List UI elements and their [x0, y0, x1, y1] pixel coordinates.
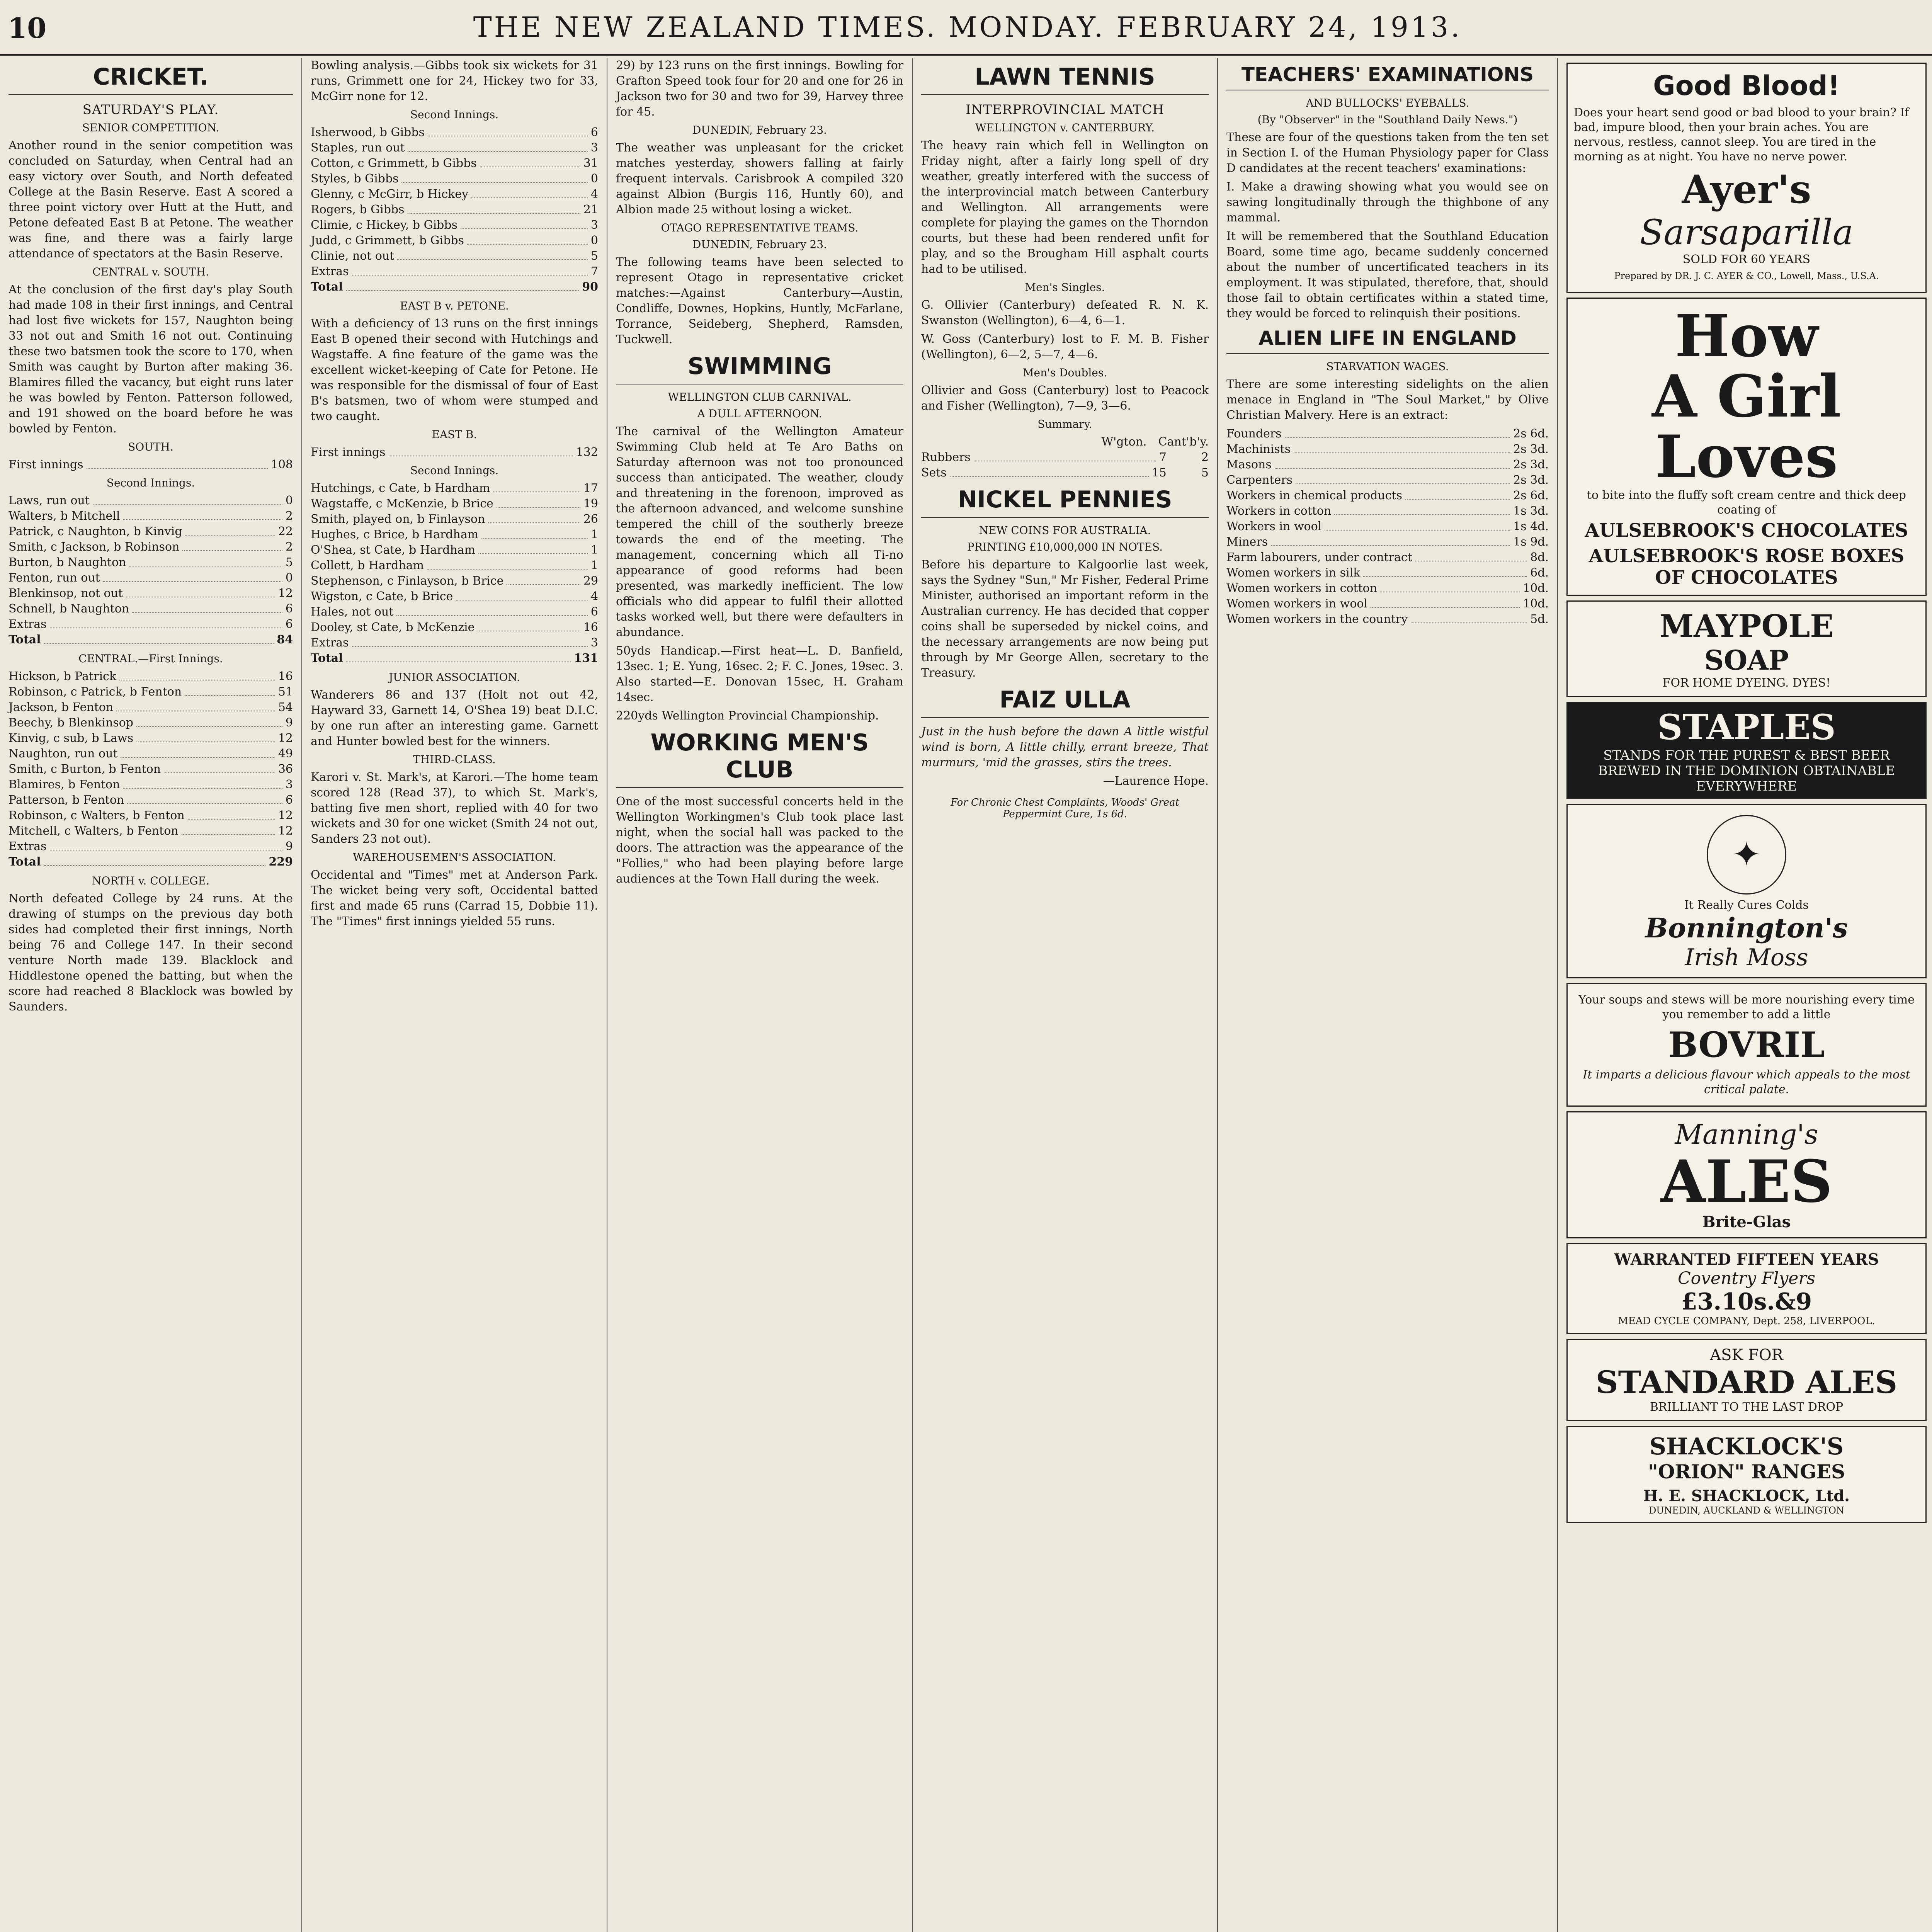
score-row: Blamires, b Fenton 3 — [9, 778, 293, 791]
score-row: Collett, b Hardham 1 — [311, 559, 598, 572]
wage-row: Women workers in cotton 10d. — [1226, 582, 1549, 595]
ad-price: £3.10s.&9 — [1681, 1288, 1812, 1315]
score-row: Extras 9 — [9, 840, 293, 853]
column-cricket — [0, 58, 301, 1932]
article-paragraph: North defeated College by 24 runs. At the drawing of stumps on the previous day both sides had completed their first innings, North being 76 and College 147. In their second venture North made 139. Blacklock and Hiddlestone opened the batting, but when the score had reached 8 Blacklock was bowled by Saunders. — [9, 892, 293, 1014]
ad-brand: AULSEBROOK'S CHOCOLATES — [1585, 520, 1908, 541]
wage-row: Farm labourers, under contract 8d. — [1226, 551, 1549, 564]
ad-brand: BOVRIL — [1668, 1024, 1825, 1065]
score-row: O'Shea, st Cate, b Hardham 1 — [311, 543, 598, 557]
summary-row: Rubbers 7 2 — [921, 451, 1209, 464]
total-row: Total 90 — [311, 280, 598, 294]
score-row: Schnell, b Naughton 6 — [9, 602, 293, 616]
ad-aulsebrooks — [1566, 298, 1927, 596]
score-row: Robinson, c Walters, b Fenton 12 — [9, 809, 293, 822]
score-row: Mitchell, c Walters, b Fenton 12 — [9, 824, 293, 838]
ad-bonningtons — [1566, 804, 1927, 978]
wage-row: Women workers in wool 10d. — [1226, 597, 1549, 611]
summary-row: Sets 15 5 — [921, 466, 1209, 480]
ad-subtitle: Brite-Glas — [1702, 1213, 1791, 1231]
wage-row: Miners 1s 9d. — [1226, 535, 1549, 549]
score-row: Hughes, c Brice, b Hardham 1 — [311, 528, 598, 541]
wage-row: Women workers in the country 5d. — [1226, 612, 1549, 626]
score-row: Dooley, st Cate, b McKenzie 16 — [311, 621, 598, 634]
ad-headline: How — [1675, 302, 1818, 370]
working-mens-club-heading: WORKING MEN'S CLUB — [616, 729, 903, 788]
score-row: Judd, c Grimmett, b Gibbs 0 — [311, 234, 598, 247]
score-row: Blenkinsop, not out 12 — [9, 587, 293, 600]
score-row: Wigston, c Cate, b Brice 4 — [311, 590, 598, 603]
score-row: Fenton, run out 0 — [9, 571, 293, 585]
wage-row: Carpenters 2s 3d. — [1226, 473, 1549, 487]
ad-text: to bite into the fluffy soft cream centre and thick deep coating of — [1587, 488, 1906, 517]
faiz-ulla-heading: FAIZ ULLA — [921, 686, 1209, 718]
score-row: Climie, c Hickey, b Gibbs 3 — [311, 218, 598, 232]
result-line: Ollivier and Goss (Canterbury) lost to Peacock and Fisher (Wellington), 7—9, 3—6. — [921, 384, 1209, 413]
summary-heading: Summary. — [1037, 418, 1092, 430]
wage-list — [1226, 426, 1549, 627]
poem-author: —Laurence Hope. — [1103, 774, 1209, 788]
score-row: Kinvig, c sub, b Laws 12 — [9, 731, 293, 745]
score-row: Stephenson, c Finlayson, b Brice 29 — [311, 574, 598, 588]
subheading: AND BULLOCKS' EYEBALLS. — [1306, 97, 1469, 109]
score-row: Naughton, run out 49 — [9, 747, 293, 760]
ad-headline: A Girl — [1652, 362, 1841, 430]
ad-brand: MAYPOLE — [1659, 608, 1834, 644]
subheading: A DULL AFTERNOON. — [697, 407, 822, 420]
score-row: First innings 108 — [9, 458, 293, 471]
scorecard — [9, 669, 293, 870]
ad-subtitle: BRILLIANT TO THE LAST DROP — [1650, 1400, 1844, 1414]
ad-prefix: ASK FOR — [1710, 1346, 1783, 1364]
nickel-pennies-heading: NICKEL PENNIES — [921, 486, 1209, 518]
teachers-exam-heading: TEACHERS' EXAMINATIONS — [1226, 63, 1549, 90]
alien-life-heading: ALIEN LIFE IN ENGLAND — [1226, 327, 1549, 354]
score-row: Beechy, b Blenkinsop 9 — [9, 716, 293, 730]
score-row: Cotton, c Grimmett, b Gibbs 31 — [311, 156, 598, 170]
article-paragraph: I. Make a drawing showing what you would see on sawing longitudinally through the thighbone of any mammal. — [1226, 180, 1549, 224]
subheading: SENIOR COMPETITION. — [82, 121, 219, 134]
ad-text: Your soups and stews will be more nourishing every time you remember to add a little — [1578, 993, 1915, 1021]
score-row: Walters, b Mitchell 2 — [9, 509, 293, 523]
score-row: Staples, run out 3 — [311, 141, 598, 155]
score-row: Wagstaffe, c McKenzie, b Brice 19 — [311, 497, 598, 510]
score-row: Rogers, b Gibbs 21 — [311, 203, 598, 216]
score-row: Clinie, not out 5 — [311, 249, 598, 263]
ad-tagline: STANDS FOR THE PUREST & BEST BEER BREWED IN THE DOMINION OBTAINABLE EVERYWHERE — [1598, 748, 1895, 794]
lawn-tennis-heading: LAWN TENNIS — [921, 63, 1209, 95]
subheading: PRINTING £10,000,000 IN NOTES. — [967, 541, 1163, 553]
score-row: Smith, played on, b Finlayson 26 — [311, 512, 598, 526]
article-paragraph: 220yds Wellington Provincial Championship. — [616, 709, 879, 723]
ad-good-blood — [1566, 63, 1927, 293]
subheading: WELLINGTON CLUB CARNIVAL. — [668, 391, 852, 403]
total-row: Total 229 — [9, 855, 293, 869]
ad-product: "ORION" RANGES — [1648, 1460, 1845, 1483]
score-row: Hutchings, c Cate, b Hardham 17 — [311, 481, 598, 495]
article-paragraph: The carnival of the Wellington Amateur Swimming Club held at Te Aro Baths on Saturday afternoon was not too pronounced success than anticipated. The weather, cloudy and threatening in the forenoon, improved as the afternoon advanced, and welcome sunshine tempered the chill of the southerly breeze towards the end of the meeting. The management, concerning which all Ti-no appearance of good reforms had been presented, was markedly inefficient. The low officials who did appear to fulfil their allotted tasks worked well, but there were defaulters in abundance. — [616, 425, 903, 639]
scorecard — [311, 481, 598, 666]
subheading: INTERPROVINCIAL MATCH — [966, 102, 1164, 117]
score-row: Burton, b Naughton 5 — [9, 556, 293, 569]
footer-advert: For Chronic Chest Complaints, Woods' Great Peppermint Cure, 1s 6d. — [951, 797, 1179, 820]
column-cricket-continued — [301, 58, 607, 1932]
article-paragraph: It will be remembered that the Southland Education Board, some time ago, became suddenly concerned about the number of uncertificated teachers in its employment. It was stipulated, therefore, that, should those fail to obtain certificates within a stated time, they would be forced to relinquish their positions. — [1226, 230, 1549, 320]
ad-firm: MEAD CYCLE COMPANY, Dept. 258, LIVERPOOL. — [1618, 1315, 1875, 1327]
score-row: Hales, not out 6 — [311, 605, 598, 619]
masthead — [0, 0, 1932, 56]
result-line: W. Goss (Canterbury) lost to F. M. B. Fisher (Wellington), 6—2, 5—7, 4—6. — [921, 332, 1209, 361]
team-heading: EAST B. — [432, 428, 477, 441]
article-paragraph: 50yds Handicap.—First heat—L. D. Banfield, 13sec. 1; E. Yung, 16sec. 2; F. C. Jones, 19sec. 3. Also started—E. Donovan 15sec, H. Graham 14sec. — [616, 644, 903, 704]
ad-product: ALES — [1660, 1148, 1833, 1216]
column-lawn-tennis — [912, 58, 1217, 1932]
ad-brand: SHACKLOCK'S — [1649, 1433, 1844, 1460]
dateline: DUNEDIN, February 23. — [692, 124, 827, 136]
article-paragraph: With a deficiency of 13 runs on the first innings East B opened their second with Hutchings and Wagstaffe. A fine feature of the game was the excellent wicket-keeping of Cate for Petone. He was responsible for the dismissal of four of East B's batsmen, two of whom were stumped and two caught. — [311, 317, 598, 423]
score-row: Extras 3 — [311, 636, 598, 650]
ad-brand: Coventry Flyers — [1677, 1269, 1816, 1288]
ad-brand: Bonnington's — [1645, 912, 1848, 944]
score-row: Extras 6 — [9, 617, 293, 631]
article-paragraph: Wanderers 86 and 137 (Holt not out 42, Hayward 33, Garnett 14, O'Shea 19) beat D.I.C. by one run after an interesting game. Garnett and Hunter bowled best for the winners. — [311, 688, 598, 748]
poem: Just in the hush before the dawn A little wistful wind is born, A little chilly, errant breeze, That murmurs, 'mid the grasses, stirs the trees. — [921, 725, 1209, 769]
article-paragraph: One of the most successful concerts held in the Wellington Workingmen's Club took place last night, when the social hall was packed to the doors. The attraction was the appearance of the "Follies," who had been playing before large audiences at the Town Hall during the week. — [616, 795, 903, 886]
article-paragraph: At the conclusion of the first day's play South had made 108 in their first innings, and Central had lost five wickets for 157, Naughton being 33 not out and Smith 16 not out. Continuing these two batsmen took the score to 170, when Smith was caught by Burton after making 36. Blamires filled the vacancy, but eight runs later he was bowled by Fenton. Patterson followed, and 191 showed on the board before he was bowled by Fenton. — [9, 283, 293, 435]
article-paragraph: The following teams have been selected to represent Otago in representative cricket matches:—Against Canterbury—Austin, Condliffe, Downes, Hopkins, Huntly, McFarlane, Torrance, Seideberg, Shepherd, Ramsden, Tuckwell. — [616, 255, 903, 346]
score-row: Patterson, b Fenton 6 — [9, 793, 293, 807]
ad-maypole-soap — [1566, 600, 1927, 697]
ad-brand: Manning's — [1675, 1119, 1818, 1150]
event-heading: Men's Singles. — [1025, 281, 1105, 294]
subheading: WELLINGTON v. CANTERBURY. — [975, 121, 1155, 134]
ad-firm: H. E. SHACKLOCK, Ltd. — [1643, 1487, 1850, 1505]
team-heading: SOUTH. — [128, 440, 173, 453]
newspaper-title: THE NEW ZEALAND TIMES. MONDAY. FEBRUARY 24, 1913. — [473, 11, 1462, 43]
score-row: First innings 132 — [311, 446, 598, 459]
result-line: G. Ollivier (Canterbury) defeated R. N. K. Swanston (Wellington), 6—4, 6—1. — [921, 298, 1209, 327]
cures-colds-badge-icon: ✦ — [1707, 815, 1786, 895]
wage-row: Masons 2s 3d. — [1226, 458, 1549, 471]
score-row: Isherwood, b Gibbs 6 — [311, 126, 598, 139]
total-row: Total 84 — [9, 633, 293, 646]
wage-row: Workers in wool 1s 4d. — [1226, 520, 1549, 533]
section-heading: WAREHOUSEMEN'S ASSOCIATION. — [353, 851, 556, 864]
column-swimming — [607, 58, 912, 1932]
team-heading: CENTRAL.—First Innings. — [78, 652, 223, 665]
score-row: Glenny, c McGirr, b Hickey 4 — [311, 187, 598, 201]
score-row: Smith, c Burton, b Fenton 36 — [9, 762, 293, 776]
ad-title: WARRANTED FIFTEEN YEARS — [1614, 1250, 1879, 1269]
ad-mannings-ales — [1566, 1111, 1927, 1238]
ad-product: Sarsaparilla — [1639, 212, 1854, 253]
ad-shacklock-ranges — [1566, 1426, 1927, 1523]
subheading: SATURDAY'S PLAY. — [82, 102, 219, 117]
score-row: Styles, b Gibbs 0 — [311, 172, 598, 185]
wage-row: Founders 2s 6d. — [1226, 427, 1549, 440]
score-row: Jackson, b Fenton 54 — [9, 701, 293, 714]
byline: (By "Observer" in the "Southland Daily News.") — [1257, 113, 1518, 126]
ad-text: Does your heart send good or bad blood to your brain? If bad, impure blood, then your brain aches. You are nervous, restless, cannot sleep. You are tired in the morning as at night. You have no nerve power. — [1574, 106, 1909, 163]
article-paragraph: Bowling analysis.—Gibbs took six wickets for 31 runs, Grimmett one for 24, Hickey two for 33, McGirr none for 12. — [311, 59, 598, 103]
wage-row: Workers in cotton 1s 3d. — [1226, 504, 1549, 518]
score-row: Hickson, b Patrick 16 — [9, 670, 293, 683]
match-heading: CENTRAL v. SOUTH. — [92, 265, 209, 278]
scorecard — [311, 125, 598, 295]
article-paragraph: Another round in the senior competition was concluded on Saturday, when Central had an easy victory over South, and North defeated College at the Basin Reserve. East A scored a three point victory over Hutt at the Hutt, and Petone defeated East B at Petone. The weather was fine, and there was a fairly large attendance of spectators at the Basin Reserve. — [9, 139, 293, 260]
match-heading: NORTH v. COLLEGE. — [92, 874, 210, 887]
article-paragraph: Occidental and "Times" met at Anderson Park. The wicket being very soft, Occidental batted first and made 65 runs (Carrad 15, Dobbie 11). The "Times" first innings yielded 55 runs. — [311, 868, 598, 928]
ad-subtitle: It imparts a delicious flavour which appeals to the most critical palate. — [1583, 1068, 1910, 1096]
score-row: Patrick, c Naughton, b Kinvig 22 — [9, 525, 293, 538]
ad-brand: STANDARD ALES — [1595, 1364, 1898, 1400]
article-paragraph: The weather was unpleasant for the cricket matches yesterday, showers falling at fairly frequent intervals. Carisbrook A compiled 320 against Albion (Burgis 116, Huntly 60), and Albion made 25 without losing a wicket. — [616, 141, 903, 216]
event-heading: Men's Doubles. — [1022, 366, 1107, 379]
score-row: Robinson, c Patrick, b Fenton 51 — [9, 685, 293, 699]
ad-brand: AULSEBROOK'S ROSE BOXES OF CHOCOLATES — [1588, 545, 1905, 588]
article-paragraph: The heavy rain which fell in Wellington on Friday night, after a fairly long spell of dry weather, greatly interfered with the success of the interprovincial match between Canterbury and Wellington. All arrangements were complete for playing the games on the Thorndon courts, but these had been rendered unfit for play, and so the Brougham Hill asphalt courts had to be utilised. — [921, 139, 1209, 276]
section-heading: OTAGO REPRESENTATIVE TEAMS. — [661, 221, 859, 234]
wage-row: Workers in chemical products 2s 6d. — [1226, 489, 1549, 502]
ad-product: SOAP — [1704, 644, 1789, 676]
dateline: DUNEDIN, February 23. — [692, 238, 827, 251]
ad-title: Good Blood! — [1653, 70, 1840, 102]
ad-subtitle: SOLD FOR 60 YEARS — [1682, 253, 1811, 266]
article-paragraph: Karori v. St. Mark's, at Karori.—The home team scored 128 (Read 37), to which St. Mark's, batting five men short, replied with 40 for two wickets and 30 for one wicket (Smith 24 not out, Sanders 23 not out). — [311, 770, 598, 846]
innings-heading: Second Innings. — [410, 464, 499, 477]
scorecard — [9, 493, 293, 648]
column-advertisements — [1557, 58, 1932, 1932]
ad-brand: Ayer's — [1682, 167, 1811, 212]
article-paragraph: 29) by 123 runs on the first innings. Bowling for Grafton Speed took four for 20 and one for 26 in Jackson two for 30 and two for 39, Harvey three for 45. — [616, 59, 903, 119]
innings-heading: Second Innings. — [410, 108, 499, 121]
subheading: STARVATION WAGES. — [1326, 360, 1449, 373]
ad-subtitle: DUNEDIN, AUCKLAND & WELLINGTON — [1649, 1505, 1844, 1516]
article-paragraph: These are four of the questions taken from the ten set in Section I. of the Human Physiology paper for Class D candidates at the recent teachers' examinations: — [1226, 131, 1549, 175]
score-row: Smith, c Jackson, b Robinson 2 — [9, 540, 293, 554]
ad-brand: STAPLES — [1657, 707, 1836, 748]
innings-heading: Second Innings. — [106, 476, 195, 489]
ad-product: Irish Moss — [1685, 944, 1808, 971]
column-teachers-and-ads — [1217, 58, 1557, 1932]
swimming-heading: SWIMMING — [616, 353, 903, 384]
score-row: Extras 7 — [311, 265, 598, 278]
wage-row: Machinists 2s 3d. — [1226, 442, 1549, 456]
total-row: Total 131 — [311, 651, 598, 665]
ad-headline: Loves — [1655, 423, 1838, 491]
article-paragraph: Before his departure to Kalgoorlie last week, says the Sydney "Sun," Mr Fisher, Federal Prime Minister, authorised an important reform in the Australian currency. He has decided that copper coins shall be superseded by nickel coins, and the necessary arrangements are now being put through by Mr George Allen, secretary to the Treasury. — [921, 558, 1209, 680]
match-heading: EAST B v. PETONE. — [400, 299, 509, 312]
article-paragraph: There are some interesting sidelights on the alien menace in England in "The Soul Market," by Olive Christian Malvery. Here is an extract: — [1226, 378, 1549, 422]
summary-header: W'gton. Cant'b'y. — [1101, 435, 1209, 449]
ad-footer: Prepared by DR. J. C. AYER & CO., Lowell, Mass., U.S.A. — [1614, 270, 1879, 281]
ad-coventry-flyers — [1566, 1243, 1927, 1334]
ad-staples — [1566, 702, 1927, 799]
score-row: Laws, run out 0 — [9, 494, 293, 507]
ad-bovril — [1566, 983, 1927, 1107]
ad-subtitle: FOR HOME DYEING. DYES! — [1662, 676, 1831, 690]
subheading: NEW COINS FOR AUSTRALIA. — [979, 524, 1151, 537]
section-heading: THIRD-CLASS. — [413, 753, 496, 766]
ad-badge-text: It Really Cures Colds — [1684, 898, 1809, 912]
page-number: 10 — [8, 12, 47, 44]
ad-standard-ales — [1566, 1339, 1927, 1421]
section-heading: JUNIOR ASSOCIATION. — [389, 671, 520, 684]
cricket-heading: CRICKET. — [9, 63, 293, 95]
wage-row: Women workers in silk 6d. — [1226, 566, 1549, 580]
